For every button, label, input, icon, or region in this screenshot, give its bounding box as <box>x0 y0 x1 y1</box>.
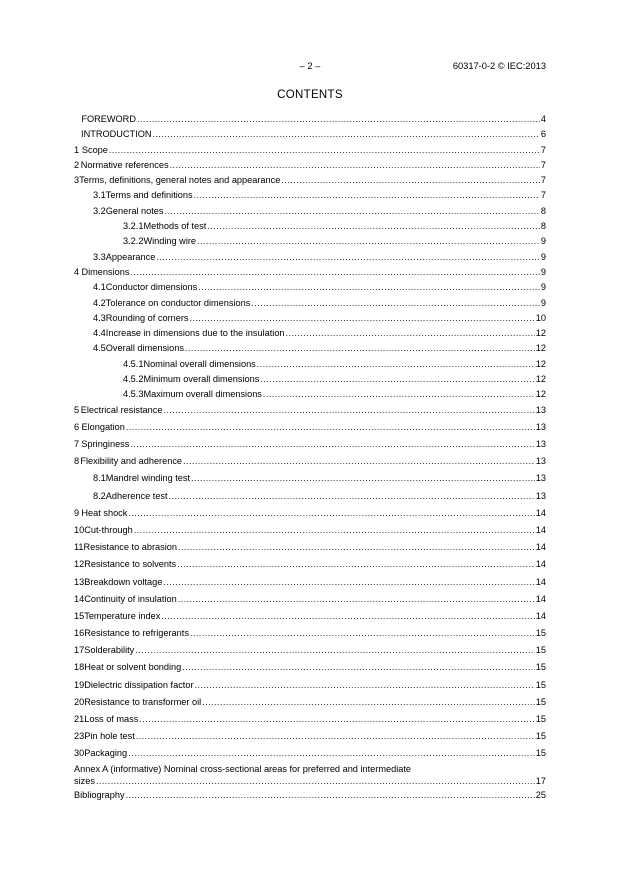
toc-entry-title: Overall dimensions <box>105 343 184 354</box>
toc-entry[interactable] <box>74 296 546 311</box>
bibliography-page: 25 <box>535 790 546 801</box>
toc-entry[interactable] <box>74 695 546 710</box>
dot-leader <box>178 540 535 555</box>
toc-entry-page: 14 <box>535 593 546 604</box>
toc-entry-title: Continuity of insulation <box>84 593 177 604</box>
toc-entry-title: Nominal overall dimensions <box>143 358 256 369</box>
dot-leader <box>139 712 534 727</box>
toc-entry-number: 17 <box>74 645 85 656</box>
dot-leader <box>163 403 534 418</box>
toc-entry-title: Cut-through <box>84 524 133 535</box>
toc-entry-number: 4.5.1 <box>123 358 144 369</box>
toc-entry-page: 13 <box>535 439 546 450</box>
toc-entry[interactable] <box>74 712 546 727</box>
toc-entry[interactable] <box>74 471 546 486</box>
toc-entry-page: 12 <box>535 328 546 339</box>
table-of-contents <box>74 112 546 804</box>
toc-entry-number: 7 <box>74 439 80 450</box>
toc-entry[interactable] <box>74 609 546 624</box>
toc-entry-page: 13 <box>535 490 546 501</box>
dot-leader <box>96 775 535 787</box>
dot-leader <box>281 173 540 188</box>
toc-entry-number: 12 <box>74 559 85 570</box>
toc-entry-title: Terms, definitions, general notes and appearance <box>79 175 281 186</box>
toc-entry-page: 15 <box>535 731 546 742</box>
toc-entry-page: 14 <box>535 524 546 535</box>
toc-entry[interactable] <box>74 188 546 203</box>
dot-leader <box>198 280 540 295</box>
toc-entry-number: 3.2.1 <box>123 221 144 232</box>
toc-entry-page: 14 <box>535 576 546 587</box>
dot-leader <box>260 372 534 387</box>
dot-leader <box>263 387 535 402</box>
dot-leader <box>185 341 535 356</box>
toc-entry-title: Electrical resistance <box>80 404 163 415</box>
dot-leader <box>128 746 535 761</box>
dot-leader <box>202 695 535 710</box>
toc-entry-title: Flexibility and adherence <box>80 456 183 467</box>
toc-entry-number: 6 <box>74 421 80 432</box>
toc-entry-title: General notes <box>105 205 164 216</box>
dot-leader <box>286 326 535 341</box>
toc-entry-title: Loss of mass <box>84 714 139 725</box>
toc-entry-page: 13 <box>535 421 546 432</box>
dot-leader <box>178 592 535 607</box>
toc-entry-title: Terms and definitions <box>105 190 193 201</box>
toc-entry[interactable] <box>74 265 546 280</box>
dot-leader <box>130 265 539 280</box>
toc-entry-page: 7 <box>540 159 546 170</box>
toc-entry-page: 8 <box>540 205 546 216</box>
toc-entry-title: Scope <box>81 144 108 155</box>
toc-entry-page: 14 <box>535 610 546 621</box>
toc-entry-page: 4 <box>540 114 546 124</box>
toc-entry[interactable] <box>74 280 546 295</box>
toc-entry-title: Dielectric dissipation factor <box>84 679 194 690</box>
toc-entry-page: 15 <box>535 679 546 690</box>
page-number: – 2 – <box>299 61 321 71</box>
dot-leader <box>177 557 535 572</box>
dot-leader <box>170 158 540 173</box>
toc-entry[interactable] <box>74 575 546 590</box>
toc-entry-page: 15 <box>535 696 546 707</box>
toc-entry-title: Tolerance on conductor dimensions <box>105 297 251 308</box>
toc-entry-title: Packaging <box>84 748 128 759</box>
toc-entry-title: Breakdown voltage <box>84 576 163 587</box>
toc-entry-page: 13 <box>535 404 546 415</box>
toc-entry-title: Heat or solvent bonding <box>84 662 182 673</box>
toc-entry[interactable] <box>74 746 546 761</box>
toc-entry-number: 11 <box>74 542 84 553</box>
dot-leader <box>257 357 535 372</box>
toc-entry[interactable] <box>74 173 546 188</box>
dot-leader <box>161 609 534 624</box>
toc-entry-page: 14 <box>535 507 546 518</box>
toc-entry-page: 9 <box>540 282 546 293</box>
toc-entry-page: 9 <box>540 297 546 308</box>
dot-leader <box>128 506 534 521</box>
dot-leader <box>207 219 540 234</box>
toc-entry-page: 15 <box>535 714 546 725</box>
annex-title-line1: Annex A (informative) Nominal cross-sectional areas for preferred and intermediate <box>74 763 412 774</box>
toc-entry-title: Resistance to solvents <box>84 559 177 570</box>
dot-leader <box>109 143 540 158</box>
toc-entry-number: 16 <box>74 628 85 639</box>
toc-entry-page: 7 <box>540 144 546 155</box>
annex-title-line2: sizes <box>74 775 95 786</box>
toc-entry-page: 15 <box>535 748 546 759</box>
toc-entry-title: Minimum overall dimensions <box>143 374 260 385</box>
toc-entry-page: 14 <box>535 542 546 553</box>
toc-entry[interactable] <box>74 127 546 142</box>
toc-entry-title: Increase in dimensions due to the insulation <box>105 328 285 339</box>
toc-entry-page: 7 <box>540 190 546 201</box>
toc-entry-number: 30 <box>74 748 85 759</box>
toc-entry-number: 21 <box>74 714 85 725</box>
toc-entry[interactable] <box>74 234 546 249</box>
dot-leader <box>190 311 535 326</box>
toc-entry[interactable] <box>74 250 546 265</box>
toc-entry-page: 9 <box>540 251 546 262</box>
contents-title: CONTENTS <box>277 89 343 101</box>
toc-entry[interactable] <box>74 387 546 402</box>
toc-entry-number: 4.3 <box>93 312 106 323</box>
dot-leader <box>134 523 535 538</box>
toc-entry[interactable] <box>74 660 546 675</box>
toc-entry-title: Mandrel winding test <box>105 473 191 484</box>
toc-entry-number: 19 <box>74 679 85 690</box>
toc-entry[interactable] <box>74 357 546 372</box>
toc-entry[interactable] <box>74 341 546 356</box>
toc-entry-title: Methods of test <box>143 221 207 232</box>
toc-entry-number: 1 <box>74 144 80 155</box>
toc-entry-page: 13 <box>535 456 546 467</box>
toc-entry-title: Dimensions <box>81 266 130 277</box>
toc-entry-number: 4.5.3 <box>123 389 144 400</box>
toc-entry-page: 12 <box>535 389 546 400</box>
toc-entry-page: 13 <box>535 473 546 484</box>
toc-entry[interactable] <box>74 643 546 658</box>
toc-entry-annex-a[interactable] <box>74 764 546 787</box>
toc-entry-page: 15 <box>535 628 546 639</box>
toc-entry-page: 9 <box>540 266 546 277</box>
toc-entry-number: 5 <box>74 404 80 415</box>
dot-leader <box>197 234 540 249</box>
toc-entry-number: 3 <box>74 175 80 186</box>
toc-entry-number: 13 <box>74 576 85 587</box>
toc-entry-page: 6 <box>540 129 546 140</box>
dot-leader <box>135 643 534 658</box>
toc-entry-number: 2 <box>74 159 80 170</box>
toc-entry-bibliography[interactable] <box>74 788 546 803</box>
dot-leader <box>156 250 540 265</box>
toc-entry[interactable] <box>74 454 546 469</box>
toc-entry-title: Pin hole test <box>84 731 135 742</box>
toc-entry[interactable] <box>74 489 546 504</box>
toc-entry[interactable] <box>74 219 546 234</box>
toc-entry-title: Rounding of corners <box>105 312 189 323</box>
dot-leader <box>190 626 535 641</box>
toc-entry[interactable] <box>74 557 546 572</box>
toc-entry[interactable] <box>74 729 546 744</box>
toc-entry[interactable] <box>74 311 546 326</box>
dot-leader <box>194 188 540 203</box>
dot-leader <box>136 729 535 744</box>
toc-entry-number: 4.5.2 <box>123 374 144 385</box>
dot-leader <box>126 420 535 435</box>
toc-entry[interactable] <box>74 158 546 173</box>
toc-entry[interactable] <box>74 626 546 641</box>
toc-entry-title: Elongation <box>81 421 125 432</box>
toc-entry[interactable] <box>74 372 546 387</box>
toc-entry-title: Adherence test <box>105 490 168 501</box>
toc-entry-title: Heat shock <box>81 507 128 518</box>
toc-entry-number: 3.2 <box>93 205 106 216</box>
toc-entry-title: Resistance to refrigerants <box>84 628 189 639</box>
toc-entry[interactable] <box>74 437 546 452</box>
toc-entry-number: 4.5 <box>93 343 106 354</box>
toc-entry-page: 15 <box>535 645 546 656</box>
toc-entry-title: Normative references <box>80 159 169 170</box>
dot-leader <box>163 575 534 590</box>
toc-entry-title: Temperature index <box>84 610 161 621</box>
toc-entry[interactable] <box>74 112 546 127</box>
toc-entry[interactable] <box>74 523 546 538</box>
dot-leader <box>195 678 535 693</box>
toc-entry-number: 4.4 <box>93 328 106 339</box>
standard-reference: 60317-0-2 © IEC:2013 <box>452 61 546 71</box>
dot-leader <box>137 112 540 127</box>
toc-entry-number: 15 <box>74 610 85 621</box>
toc-entry-number: 23 <box>74 731 85 742</box>
toc-entry-page: 12 <box>535 374 546 385</box>
toc-entry[interactable] <box>74 204 546 219</box>
toc-entry[interactable] <box>74 143 546 158</box>
dot-leader <box>152 127 539 142</box>
toc-entry-number: 8.2 <box>93 490 106 501</box>
toc-entry-number: 4 <box>74 266 80 277</box>
toc-entry-number: 18 <box>74 662 85 673</box>
toc-entry-number: 8 <box>74 456 80 467</box>
toc-entry-number: 10 <box>74 524 85 535</box>
toc-entry[interactable] <box>74 326 546 341</box>
toc-entry-title: FOREWORD <box>81 114 136 124</box>
toc-entry-number: 3.2.2 <box>123 236 144 247</box>
toc-entry-title: Resistance to transformer oil <box>84 696 202 707</box>
dot-leader <box>126 788 535 803</box>
toc-entry-title: INTRODUCTION <box>81 129 152 140</box>
toc-entry-title: Maximum overall dimensions <box>143 389 262 400</box>
dot-leader <box>165 204 540 219</box>
toc-entry-number: 4.1 <box>93 282 106 293</box>
toc-entry-number: 3.1 <box>93 190 106 201</box>
toc-entry-number: 4.2 <box>93 297 106 308</box>
toc-entry-page: 12 <box>535 358 546 369</box>
toc-entry-number: 9 <box>74 507 80 518</box>
toc-entry-number: 20 <box>74 696 85 707</box>
toc-entry-page: 12 <box>535 343 546 354</box>
toc-entry-page: 15 <box>535 662 546 673</box>
annex-page: 17 <box>535 775 546 786</box>
toc-entry[interactable] <box>74 420 546 435</box>
toc-entry-number: 14 <box>74 593 85 604</box>
dot-leader <box>191 471 535 486</box>
dot-leader <box>183 454 535 469</box>
toc-entry-title: Resistance to abrasion <box>83 542 178 553</box>
toc-entry-page: 14 <box>535 559 546 570</box>
toc-entry-title: Conductor dimensions <box>105 282 198 293</box>
toc-entry[interactable] <box>74 678 546 693</box>
toc-entry[interactable] <box>74 506 546 521</box>
toc-entry-page: 8 <box>540 221 546 232</box>
toc-entry[interactable] <box>74 403 546 418</box>
dot-leader <box>169 489 535 504</box>
toc-entry-title: Appearance <box>105 251 156 262</box>
toc-entry-page: 9 <box>540 236 546 247</box>
dot-leader <box>182 660 534 675</box>
toc-entry-page: 10 <box>535 312 546 323</box>
toc-entry-number: 8.1 <box>93 473 106 484</box>
toc-entry-number: 3.3 <box>93 251 106 262</box>
dot-leader <box>130 437 534 452</box>
toc-entry-title: Solderability <box>84 645 135 656</box>
dot-leader <box>251 296 540 311</box>
toc-entry-title: Winding wire <box>143 236 197 247</box>
bibliography-title: Bibliography <box>74 790 125 801</box>
toc-entry-title: Springiness <box>81 439 130 450</box>
toc-entry[interactable] <box>74 592 546 607</box>
toc-entry-page: 7 <box>540 175 546 186</box>
toc-entry[interactable] <box>74 540 546 555</box>
